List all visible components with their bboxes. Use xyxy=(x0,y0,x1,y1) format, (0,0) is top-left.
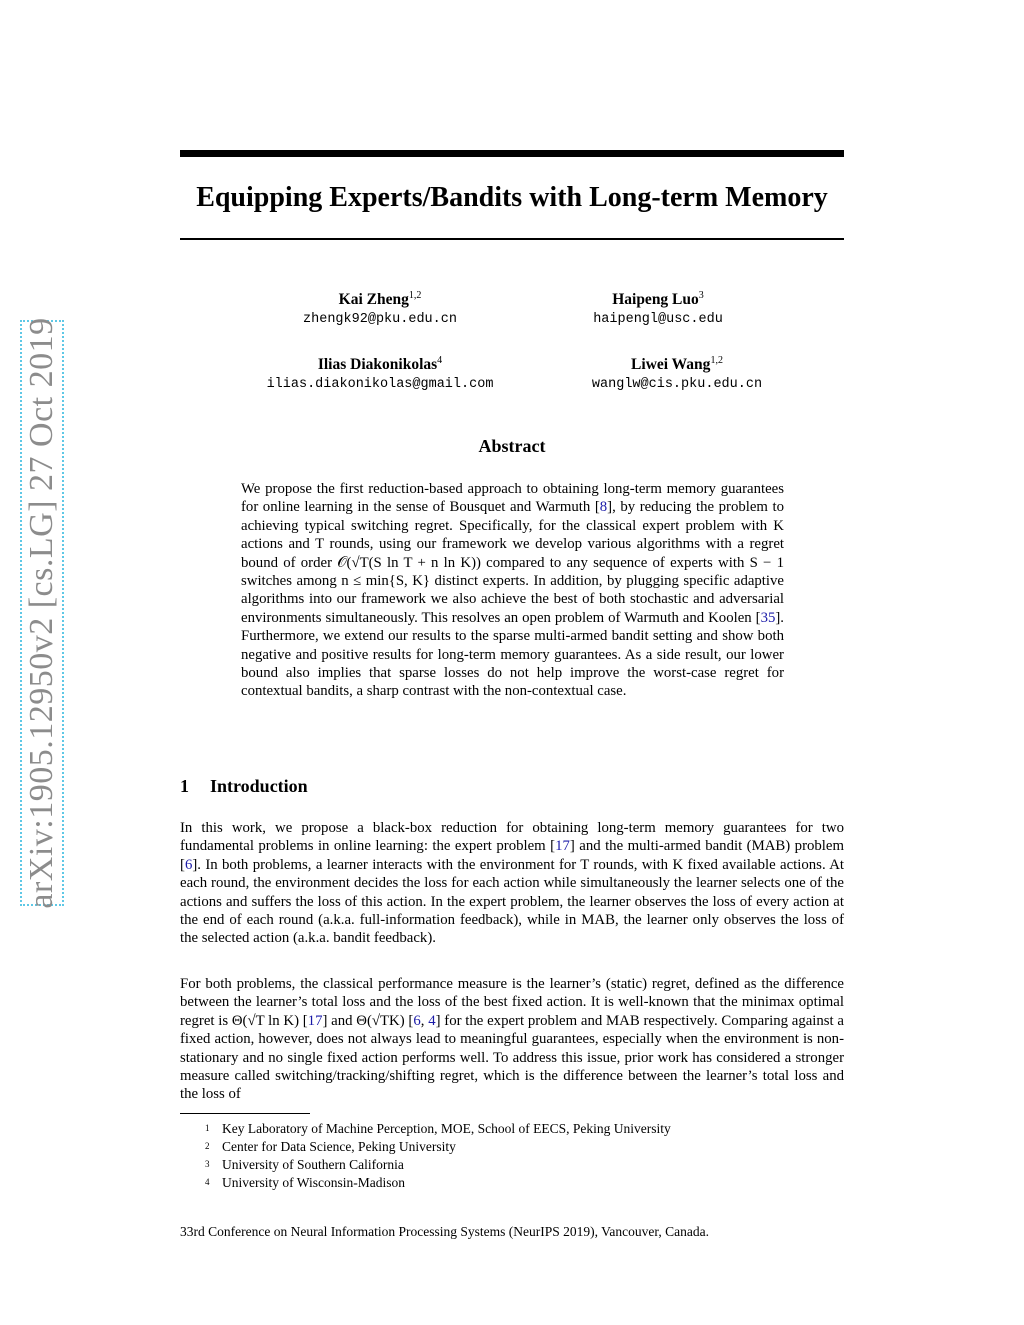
author-block xyxy=(517,351,837,395)
section-number: 1 xyxy=(180,776,189,796)
citation-link[interactable]: 6 xyxy=(413,1012,421,1029)
intro-paragraph-2: For both problems, the classical performance measure is the learner’s (static) regret, defined as the difference between the learner’s total loss and the loss of the best fixed action. It is well-known that the minimax optimal regret is Θ(√T ln K) [17] and Θ(√TK) [6, 4] for the expert problem and MAB respectively. Comparing against a fixed action, however, does not always lead to meaningful guarantees, especially when the environment is non-stationary and no single fixed action performs well. To address this issue, prior work has considered a stronger measure called switching/tracking/shifting regret, which is the difference between the learner’s total loss and the loss of xyxy=(180,976,844,1103)
conference-note: 33rd Conference on Neural Information Processing Systems (NeurIPS 2019), Vancouver, Canada. xyxy=(180,1224,709,1239)
footnote: $^2$ Center for Data Science, Peking University xyxy=(205,1139,456,1154)
author-email[interactable]: haipengl@usc.edu xyxy=(593,312,723,328)
title-rule-top xyxy=(180,150,844,157)
author-email[interactable]: wanglw@cis.pku.edu.cn xyxy=(591,377,763,393)
citation-link[interactable]: 35 xyxy=(760,609,776,626)
abstract-text: We propose the first reduction-based approach to obtaining long-term memory guarantees for online learning in the sense of Bousquet and Warmuth [8], by reducing the problem to achieving typical switching regret. Specifically, for the classical expert problem with K actions and T rounds, using our framework we develop various algorithms with a regret bound of order 𝒪(√T(S ln T + n ln K)) compared to any sequence of experts with S − 1 switches among n ≤ min{S, K} distinct experts. In addition, by plugging specific adaptive algorithms into our framework we also achieve the best of both stochastic and adversarial environments simultaneously. This resolves an open problem of Warmuth and Koolen [35]. Furthermore, we extend our results to the sparse multi-armed bandit setting and show both negative and positive results for long-term memory guarantees. As a side result, our lower bound also implies that sparse losses do not help improve the worst-case regret for contextual bandits, a sharp contrast with the non-contextual case. xyxy=(241,481,784,700)
citation-link[interactable]: 17 xyxy=(307,1012,323,1029)
paper-title: Equipping Experts/Bandits with Long-term Memory xyxy=(196,182,828,213)
author-name: Haipeng Luo$^3$ xyxy=(612,290,704,309)
author-name: Ilias Diakonikolas$^4$ xyxy=(317,355,443,374)
section-title: Introduction xyxy=(210,776,308,796)
footnote: $^1$ Key Laboratory of Machine Perception, MOE, School of EECS, Peking University xyxy=(205,1121,671,1136)
citation-link[interactable]: 17 xyxy=(555,838,570,855)
footnote: $^4$ University of Wisconsin-Madison xyxy=(205,1175,405,1190)
author-email[interactable]: ilias.diakonikolas@gmail.com xyxy=(266,377,494,393)
footnotes xyxy=(205,1120,671,1192)
citation-link[interactable]: 4 xyxy=(428,1012,436,1029)
abstract-heading: Abstract xyxy=(478,436,546,456)
author-email[interactable]: zhengk92@pku.edu.cn xyxy=(303,312,457,328)
citation-link[interactable]: 6 xyxy=(184,856,193,873)
section-heading xyxy=(180,776,308,797)
author-block xyxy=(220,351,540,395)
arxiv-stamp-text: arXiv:1905.12950v2 [cs.LG] 27 Oct 2019 xyxy=(23,317,60,909)
author-block xyxy=(498,286,818,330)
footnote: $^3$ University of Southern California xyxy=(205,1157,404,1172)
author-block xyxy=(220,286,540,330)
arxiv-stamp xyxy=(20,317,64,909)
citation-link[interactable]: 8 xyxy=(599,499,608,516)
intro-paragraph-1: In this work, we propose a black-box reduction for obtaining long-term memory guarantees for two fundamental problems in online learning: the expert problem [17] and the multi-armed bandit (MAB) problem [6]. In both problems, a learner interacts with the environment for T rounds, with K fixed available actions. At each round, the environment decides the loss for each action while simultaneously the learner selects one of the actions and suffers the loss of this action. In the expert problem, the learner observes the loss of every action at the end of each round (a.k.a. full-information feedback), while in MAB, the learner only observes the loss of the selected action (a.k.a. bandit feedback). xyxy=(180,820,844,947)
author-name: Liwei Wang$^{1,2}$ xyxy=(631,355,723,374)
title-rule-bottom xyxy=(180,238,844,240)
footnote-rule xyxy=(180,1113,310,1114)
author-name: Kai Zheng$^{1,2}$ xyxy=(338,290,422,309)
